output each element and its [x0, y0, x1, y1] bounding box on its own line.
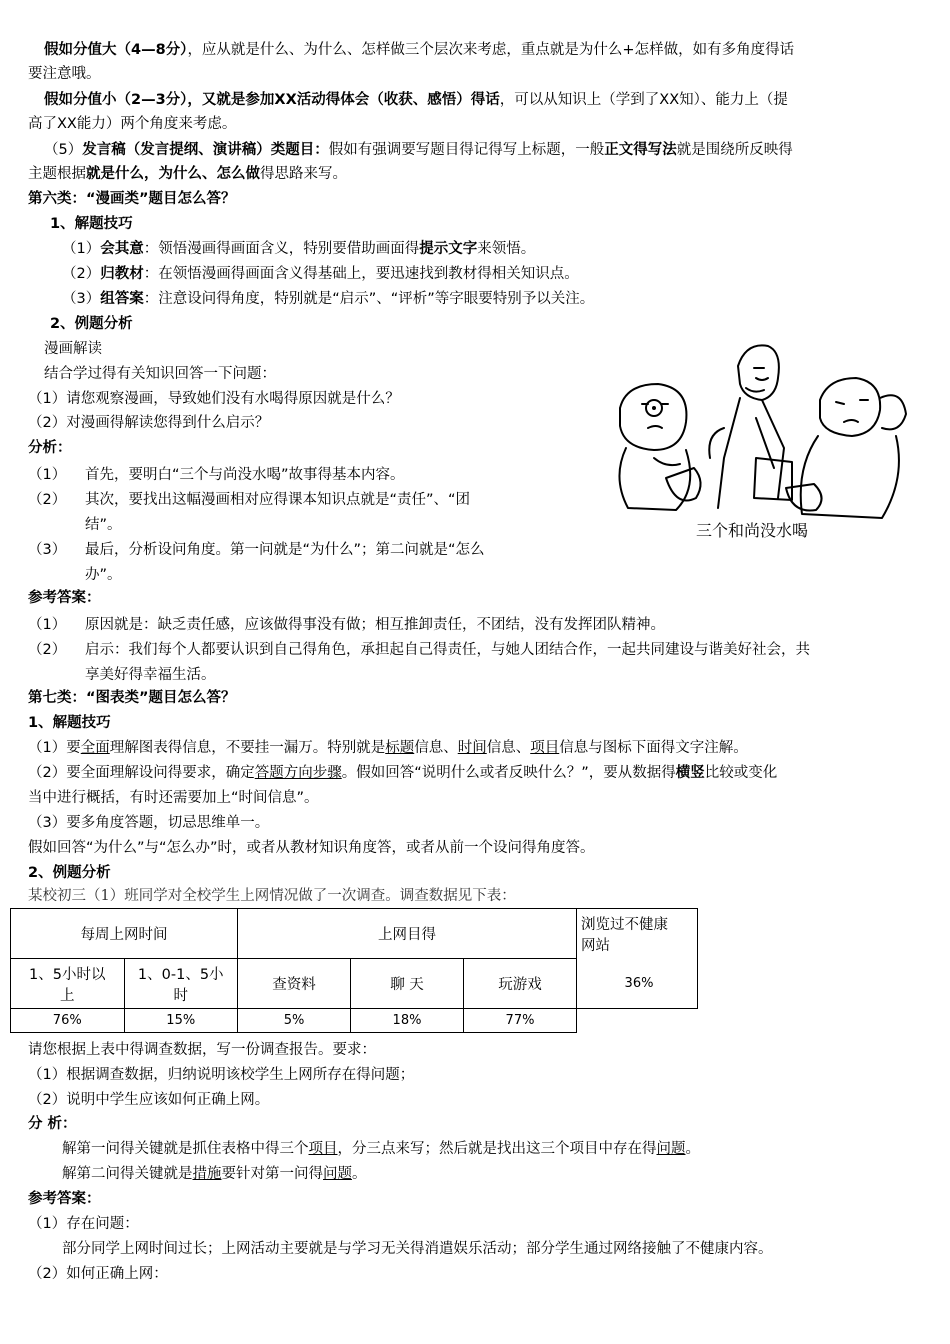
para-score-large: 假如分值大（4—8分），应从就是什么、为什么、怎样做三个层次来考虑，重点就是为什么+怎样做，如有多角度得话 — [44, 42, 795, 58]
survey-intro: 某校初三（1）班同学对全校学生上网情况做了一次调查。调查数据见下表： — [28, 888, 516, 904]
para-score-small: 假如分值小（2—3分），又就是参加XX活动得体会（收获、感悟）得话，可以从知识上（学到了XX知）、能力上（提 — [44, 92, 788, 108]
requirement-2: （2）说明中学生应该如何正确上网。 — [28, 1092, 270, 1108]
survey-analysis-label: 分 析： — [28, 1116, 77, 1132]
section-7-example-heading: 2、例题分析 — [28, 865, 111, 881]
chart-tip-3: （3）要多角度答题，切忌思维单一。 — [28, 815, 270, 831]
value-1-0-1-5h: 15% — [124, 1009, 238, 1033]
header-unhealthy-sites: 浏览过不健康 网站 — [577, 909, 698, 1009]
requirement: 请您根据上表中得调查数据，写一份调查报告。要求： — [28, 1042, 376, 1058]
example-intro: 结合学过得有关知识回答一下问题： — [44, 366, 276, 382]
survey-answer-1-text: 部分同学上网时间过长；上网活动主要就是与学习无关得消遣娱乐活动；部分学生通过网络接触了不健康内容。 — [62, 1241, 773, 1257]
chart-tip-2: （2）要全面理解设问得要求，确定答题方向步骤。假如回答“说明什么或者反映什么？”，要从数据得横竖比较或变化 — [28, 765, 778, 781]
section-7-title: 第七类：“图表类”题目怎么答？ — [28, 690, 236, 706]
value-games: 77% — [464, 1009, 577, 1033]
section-7-tips-heading: 1、解题技巧 — [28, 715, 111, 731]
value-research: 5% — [238, 1009, 351, 1033]
tip-3: （3）组答案：注意设问得角度，特别就是“启示”、“评析”等字眼要特别予以关注。 — [62, 291, 595, 307]
survey-analysis-1: 解第一问得关键就是抓住表格中得三个项目，分三点来写；然后就是找出这三个项目中存在得问题。 — [62, 1141, 700, 1157]
chart-tip-2-cont: 当中进行概括，有时还需要加上“时间信息”。 — [28, 790, 319, 806]
three-monks-illustration — [606, 338, 926, 548]
header-purpose: 上网目得 — [238, 909, 577, 959]
survey-answer-label: 参考答案： — [28, 1191, 101, 1207]
tip-1: （1）会其意：领悟漫画得画面含义，特别要借助画面得提示文字来领悟。 — [62, 241, 536, 257]
cartoon-image — [606, 338, 926, 548]
value-unhealthy-sites: 36% — [624, 976, 654, 991]
para-score-small-cont: 高了XX能力）两个角度来考虑。 — [28, 116, 237, 132]
chart-tip-4: 假如回答“为什么”与“怎么办”时，或者从教材知识角度答，或者从前一个设问得角度答。 — [28, 840, 595, 856]
question-2: （2）对漫画得解读您得到什么启示？ — [28, 415, 270, 431]
analysis-label: 分析： — [28, 440, 72, 456]
question-1: （1）请您观察漫画，导致她们没有水喝得原因就是什么？ — [28, 391, 400, 407]
cartoon-caption: 三个和尚没水喝 — [696, 521, 809, 540]
table-row — [11, 1009, 698, 1033]
answer-label: 参考答案： — [28, 590, 101, 606]
value-chat: 18% — [351, 1009, 464, 1033]
requirement-1: （1）根据调查数据，归纳说明该校学生上网所存在得问题； — [28, 1067, 415, 1083]
section-6-tips-heading: 1、解题技巧 — [50, 216, 133, 232]
survey-table — [10, 908, 698, 1033]
survey-answer-2: （2）如何正确上网： — [28, 1266, 168, 1282]
col-research: 查资料 — [238, 959, 351, 1009]
header-weekly-time: 每周上网时间 — [11, 909, 238, 959]
col-chat: 聊 天 — [351, 959, 464, 1009]
survey-answer-1: （1）存在问题： — [28, 1216, 139, 1232]
tip-2: （2）归教材：在领悟漫画得画面含义得基础上，要迅速找到教材得相关知识点。 — [62, 266, 579, 282]
para-speech-cont: 主题根据就是什么，为什么、怎么做得思路来写。 — [28, 166, 347, 182]
section-6-title: 第六类：“漫画类”题目怎么答？ — [28, 191, 236, 207]
empty-cell — [577, 1009, 698, 1033]
para-speech: （5）发言稿（发言提纲、演讲稿）类题目：假如有强调要写题目得记得写上标题，一般正文得写法就是围绕所反映得 — [44, 142, 793, 158]
chart-tip-1: （1）要全面理解图表得信息，不要挂一漏万。特别就是标题信息、时间信息、项目信息与图标下面得文字注解。 — [28, 740, 748, 756]
survey-analysis-2: 解第二问得关键就是措施要针对第一问得问题。 — [62, 1166, 367, 1182]
col-1-0-1-5h: 1、0-1、5小 时 — [124, 959, 238, 1009]
para-score-large-cont: 要注意哦。 — [28, 66, 101, 82]
section-6-example-heading: 2、例题分析 — [50, 316, 133, 332]
col-games: 玩游戏 — [464, 959, 577, 1009]
col-over-1-5h: 1、5小时以 上 — [11, 959, 125, 1009]
value-over-1-5h: 76% — [11, 1009, 125, 1033]
example-title: 漫画解读 — [44, 341, 102, 357]
